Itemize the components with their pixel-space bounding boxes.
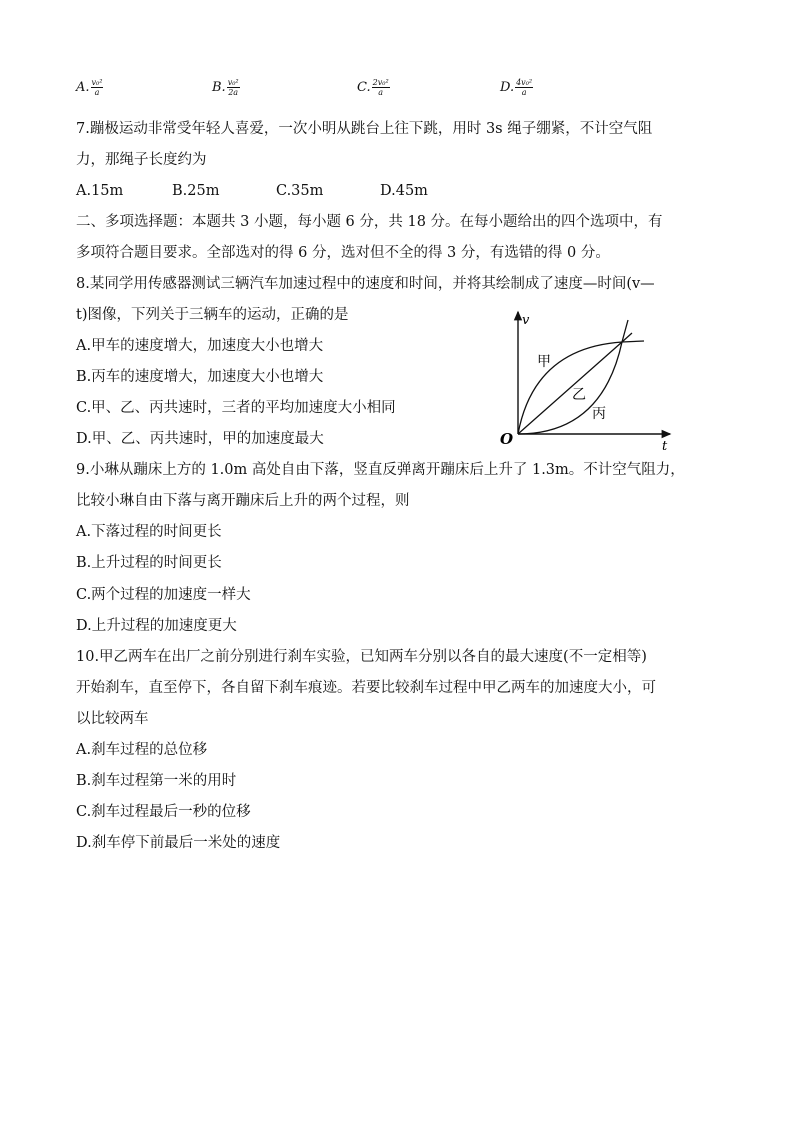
q7-stem-line1: 7.蹦极运动非常受年轻人喜爱，一次小明从跳台上往下跳，用时 3s 绳子绷紧，不计空气阻 (76, 121, 653, 137)
q10-stem-line2: 开始刹车，直至停下，各自留下刹车痕迹。若要比较刹车过程中甲乙两车的加速度大小，可 (76, 680, 656, 696)
q6-option-a-fraction: $\frac{\text{v₀²}}{a}$ (91, 78, 103, 97)
v-axis-label: v (522, 313, 530, 328)
q6-option-c: C. $\frac{\text{2v₀²}}{a}$ (357, 78, 389, 97)
section2-instructions-line2: 多项符合题目要求。全部选对的得 6 分，选对但不全的得 3 分，有选错的得 0 分。 (76, 245, 610, 261)
curve-bing (518, 320, 628, 434)
q7-option-b: B.25m (172, 183, 220, 199)
q9-option-a: A.下落过程的时间更长 (76, 524, 222, 540)
q8-stem-line1: 8.某同学用传感器测试三辆汽车加速过程中的速度和时间，并将其绘制成了速度—时间(v— (76, 276, 655, 292)
q6-option-d: D. $\frac{\text{4v₀²}}{a}$ (500, 78, 533, 97)
q10-option-a: A.刹车过程的总位移 (76, 742, 208, 758)
curve-label-yi: 乙 (572, 387, 586, 403)
q6-option-b-fraction: $\frac{\text{v₀²}}{2a}$ (227, 78, 239, 97)
q9-stem-line2: 比较小琳自由下落与离开蹦床后上升的两个过程，则 (76, 493, 410, 509)
q6-option-a: A. $\frac{\text{v₀²}}{a}$ (76, 78, 103, 97)
q8-stem-line2: t)图像，下列关于三辆车的运动，正确的是 (76, 307, 349, 323)
q6-option-b: B. $\frac{\text{v₀²}}{2a}$ (212, 78, 239, 97)
q8-option-a: A.甲车的速度增大，加速度大小也增大 (76, 338, 324, 354)
q6-option-d-fraction: $\frac{\text{4v₀²}}{a}$ (516, 78, 533, 97)
q7-stem-line2: 力，那绳子长度约为 (76, 152, 207, 168)
q7-option-d: D.45m (380, 183, 428, 199)
t-axis-label: t (662, 439, 668, 452)
q10-stem-line3: 以比较两车 (76, 711, 149, 727)
curve-label-bing: 丙 (592, 406, 606, 422)
q8-option-c: C.甲、乙、丙共速时，三者的平均加速度大小相同 (76, 400, 396, 416)
q8-option-b: B.丙车的速度增大，加速度大小也增大 (76, 369, 324, 385)
vt-graph (494, 306, 674, 452)
q10-stem-line1: 10.甲乙两车在出厂之前分别进行刹车实验，已知两车分别以各自的最大速度(不一定相等) (76, 649, 647, 665)
q10-option-b: B.刹车过程第一米的用时 (76, 773, 237, 789)
q8-option-d: D.甲、乙、丙共速时，甲的加速度最大 (76, 431, 324, 447)
q9-option-c: C.两个过程的加速度一样大 (76, 587, 251, 603)
q9-option-b: B.上升过程的时间更长 (76, 555, 222, 571)
q7-option-c: C.35m (276, 183, 324, 199)
q10-option-c: C.刹车过程最后一秒的位移 (76, 804, 251, 820)
q9-stem-line1: 9.小琳从蹦床上方的 1.0m 高处自由下落，竖直反弹离开蹦床后上升了 1.3m。不计空气阻力， (76, 462, 685, 478)
curve-label-jia: 甲 (537, 354, 551, 370)
q10-option-d: D.刹车停下前最后一米处的速度 (76, 835, 281, 851)
origin-label: O (500, 430, 514, 448)
section2-instructions-line1: 二、多项选择题：本题共 3 小题，每小题 6 分，共 18 分。在每小题给出的四个选项中，有 (76, 214, 663, 230)
q6-option-c-fraction: $\frac{\text{2v₀²}}{a}$ (372, 78, 389, 97)
q9-option-d: D.上升过程的加速度更大 (76, 618, 237, 634)
q7-option-a: A.15m (76, 183, 124, 199)
